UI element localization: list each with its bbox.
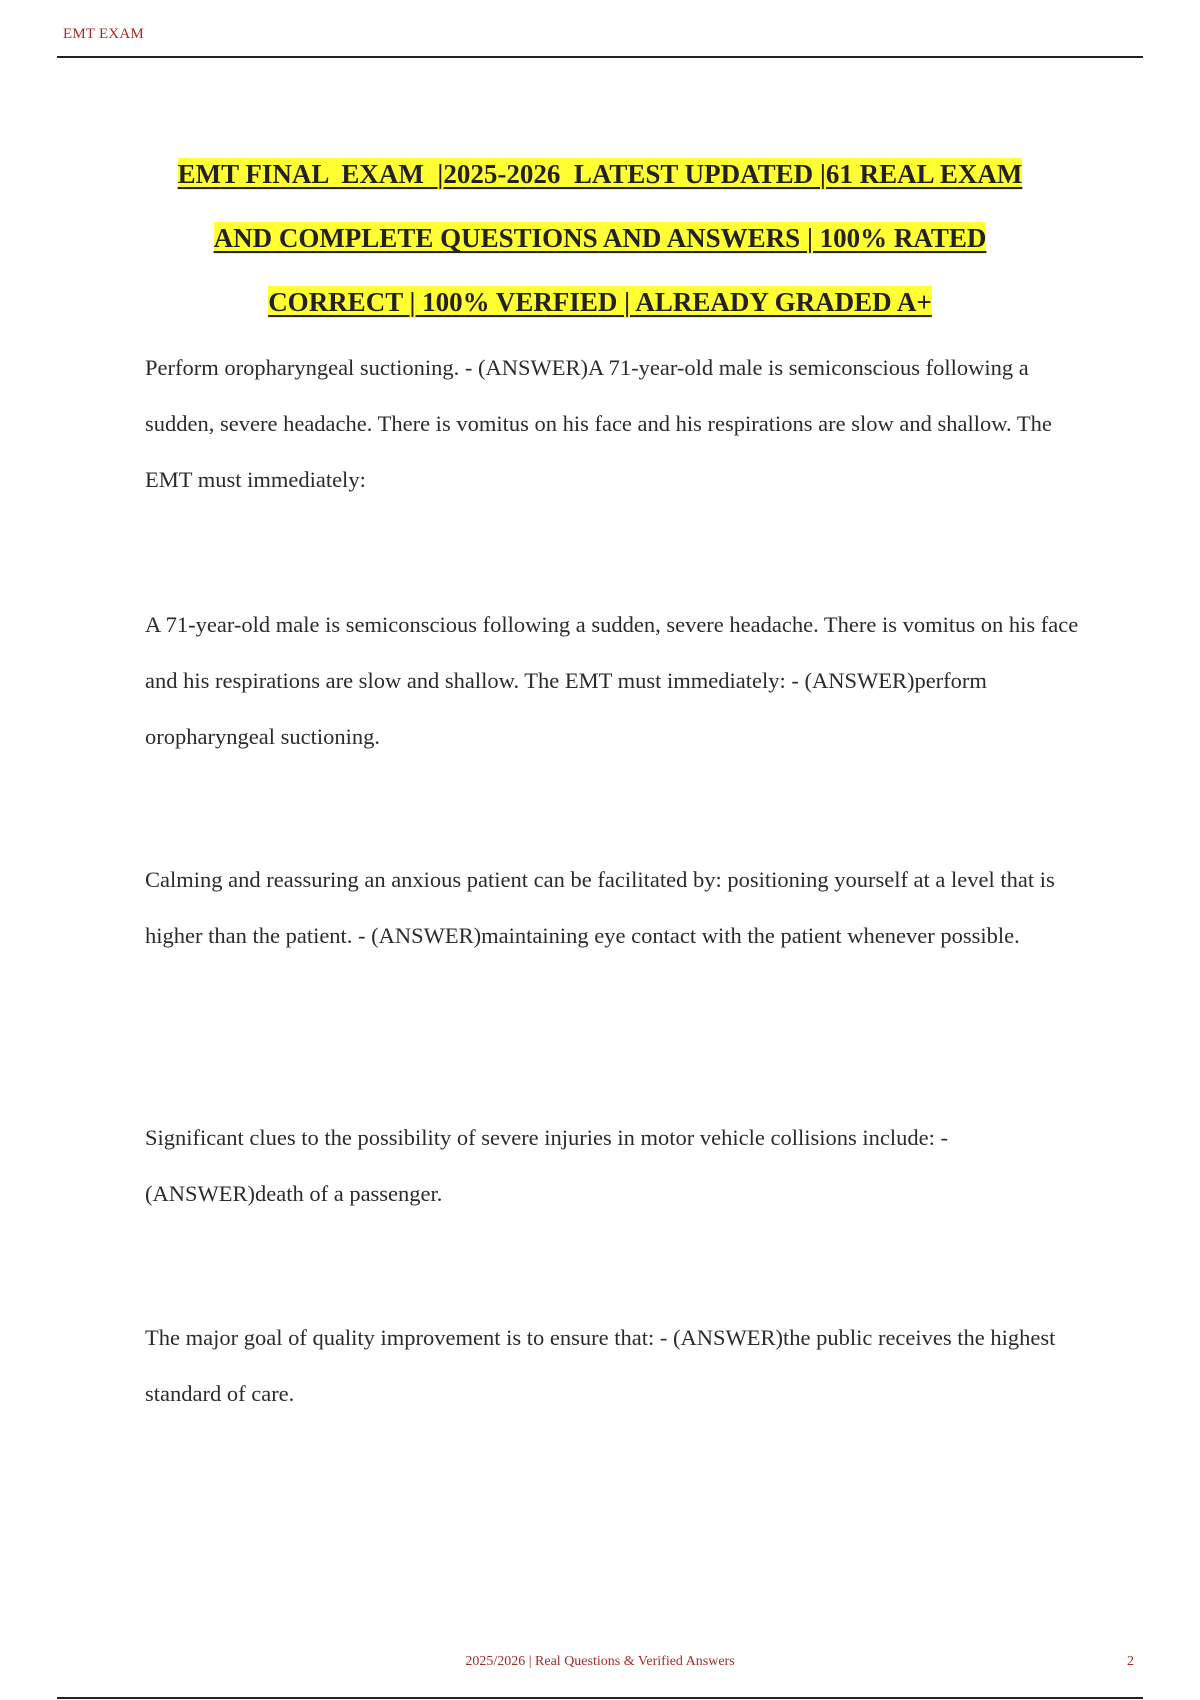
- title-line: [90, 142, 1110, 206]
- title-line-text: CORRECT | 100% VERFIED | ALREADY GRADED A+: [268, 287, 932, 317]
- footer-divider: [57, 1697, 1143, 1699]
- qa-paragraph: Perform oropharyngeal suctioning. - (ANSWER)A 71-year-old male is semiconscious following a sudden, severe headache. There is vomitus on his face and his respirations are slow and shallow. The EMT must immediately:: [145, 355, 1052, 492]
- title-line-text: AND COMPLETE QUESTIONS AND ANSWERS | 100% RATED: [213, 223, 987, 253]
- qa-paragraph: Significant clues to the possibility of severe injuries in motor vehicle collisions include: - (ANSWER)death of a passenger.: [145, 1125, 948, 1206]
- document-title: [90, 142, 1110, 334]
- qa-paragraph: A 71-year-old male is semiconscious following a sudden, severe headache. There is vomitus on his face and his respirations are slow and shallow. The EMT must immediately: - (ANSWER)perform oropharyngeal suctioning.: [145, 612, 1079, 749]
- qa-paragraph: Calming and reassuring an anxious patient can be facilitated by: positioning yourself at a level that is higher than the patient. - (ANSWER)maintaining eye contact with the patient whenever possible.: [145, 867, 1055, 948]
- title-line-text: EMT FINAL EXAM |2025-2026 LATEST UPDATED |61 REAL EXAM: [177, 159, 1023, 189]
- page-number: 2: [1127, 1654, 1134, 1669]
- running-footer: 2025/2026 | Real Questions & Verified Answers: [465, 1654, 735, 1669]
- title-line: [90, 206, 1110, 270]
- title-line: [90, 270, 1110, 334]
- qa-paragraph: The major goal of quality improvement is to ensure that: - (ANSWER)the public receives the highest standard of care.: [145, 1325, 1056, 1406]
- running-header: EMT EXAM: [63, 26, 144, 42]
- header-divider: [57, 56, 1143, 58]
